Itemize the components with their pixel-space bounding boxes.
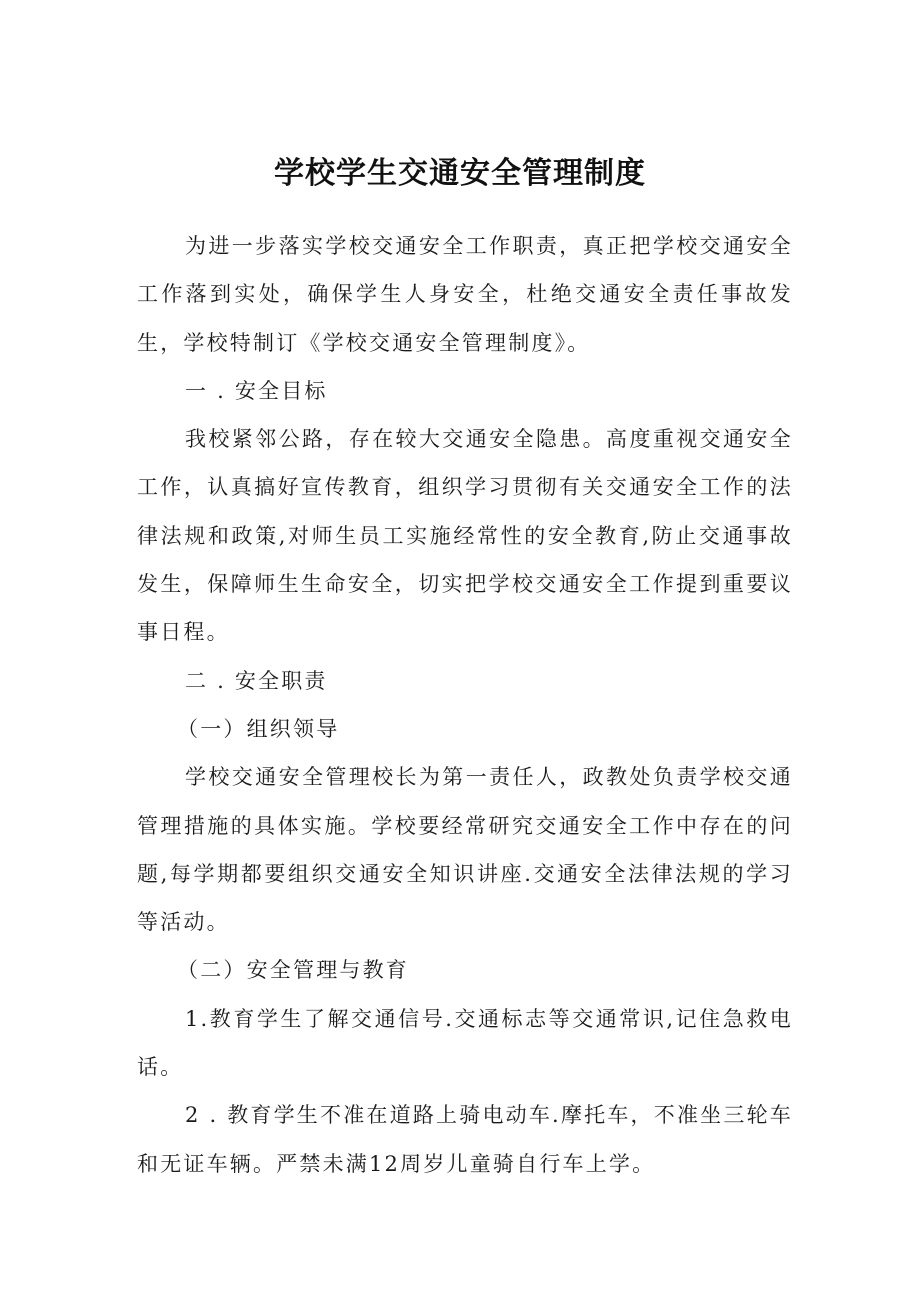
intro-paragraph: 为进一步落实学校交通安全工作职责，真正把学校交通安全工作落到实处，确保学生人身安全，杜绝交通安全责任事故发生，学校特制订《学校交通安全管理制度》。 [137,234,793,355]
document-title: 学校学生交通安全管理制度 [274,156,646,191]
organization-paragraph: 学校交通安全管理校长为第一责任人，政教处负责学校交通管理措施的具体实施。学校要经常研究交通安全工作中存在的问题,每学期都要组织交通安全知识讲座.交通安全法律法规的学习等活动。 [137,765,793,935]
section-heading-duties: 二 . 安全职责 [185,668,328,693]
goals-paragraph: 我校紧邻公路，存在较大交通安全隐患。高度重视交通安全工作，认真搞好宣传教育，组织学习贯彻有关交通安全工作的法律法规和政策,对师生员工实施经常性的安全教育,防止交通事故发生，保障师生生命安全，切实把学校交通安全工作提到重要议事日程。 [137,427,793,645]
section-heading-goals: 一 . 安全目标 [185,378,328,403]
subsection-heading-management: （二）安全管理与教育 [177,958,409,983]
subsection-heading-organization: （一）组织领导 [177,716,340,741]
list-item-2: 2 . 教育学生不准在道路上骑电动车.摩托车，不准坐三轮车和无证车辆。严禁未满12周岁儿童骑自行车上学。 [137,1103,793,1176]
list-item-1: 1.教育学生了解交通信号.交通标志等交通常识,记住急救电话。 [137,1006,793,1080]
document-body [137,222,793,1188]
